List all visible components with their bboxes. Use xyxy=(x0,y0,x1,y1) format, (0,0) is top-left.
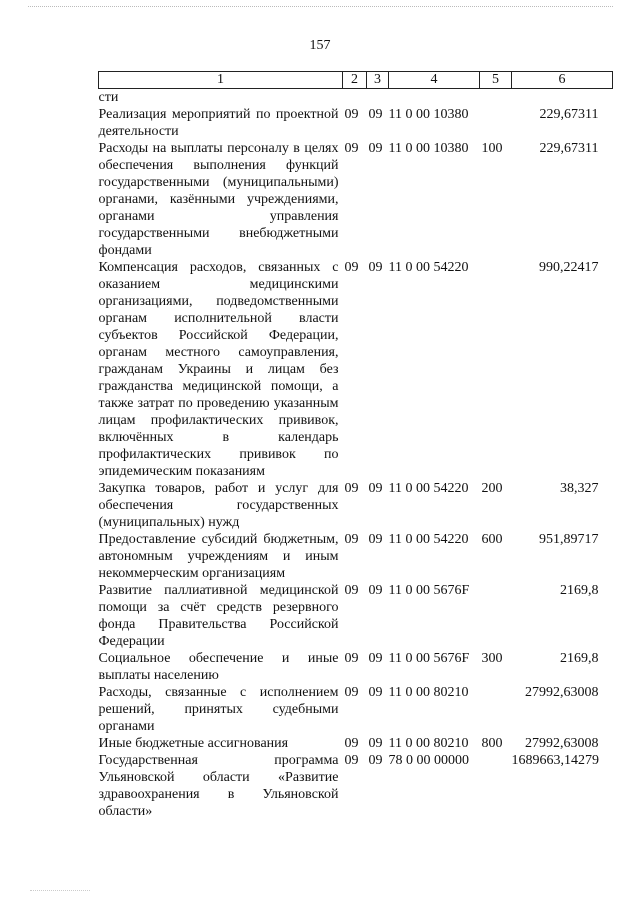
row-target-article: 11 0 00 54220 xyxy=(388,260,469,275)
row-section: 09 xyxy=(344,736,359,751)
row-amount: 27992,63008 xyxy=(525,736,599,751)
row-amount: 2169,8 xyxy=(560,651,599,666)
budget-table xyxy=(98,71,613,820)
row-expense-type xyxy=(480,89,512,107)
table-row xyxy=(99,89,613,107)
row-section xyxy=(343,89,367,107)
row-subsection: 09 xyxy=(368,583,383,598)
row-target-article: 11 0 00 54220 xyxy=(388,532,469,547)
row-name: сти xyxy=(98,90,119,105)
row-section: 09 xyxy=(344,107,359,122)
row-subsection: 09 xyxy=(368,753,383,768)
row-name: Развитие паллиативной медицинской помощи за счёт средств резервного фонда Правительства Российской Федерации xyxy=(98,583,339,649)
row-amount: 38,327 xyxy=(560,481,599,496)
table-row xyxy=(99,735,613,752)
column-header-1: 1 xyxy=(99,72,343,89)
table-row xyxy=(99,106,613,140)
row-name: Государственная программа Ульяновской области «Развитие здравоохранения в Ульяновской области» xyxy=(98,753,339,819)
table-row xyxy=(99,140,613,259)
row-target-article: 11 0 00 5676F xyxy=(388,583,470,598)
row-expense-type: 200 xyxy=(481,481,503,496)
row-amount: 1689663,14279 xyxy=(511,753,599,768)
row-expense-type xyxy=(480,752,512,820)
row-expense-type xyxy=(480,259,512,480)
table-row xyxy=(99,752,613,820)
row-target-article: 11 0 00 5676F xyxy=(388,651,470,666)
row-name: Реализация мероприятий по проектной деятельности xyxy=(98,107,339,139)
row-amount: 2169,8 xyxy=(560,583,599,598)
row-target-article: 11 0 00 80210 xyxy=(388,736,469,751)
table-row xyxy=(99,582,613,650)
column-header-4: 4 xyxy=(389,72,480,89)
row-section: 09 xyxy=(344,141,359,156)
row-amount: 990,22417 xyxy=(539,260,599,275)
row-expense-type xyxy=(480,582,512,650)
row-expense-type: 600 xyxy=(481,532,503,547)
row-section: 09 xyxy=(344,481,359,496)
row-target-article: 11 0 00 54220 xyxy=(388,481,469,496)
column-header-3: 3 xyxy=(367,72,389,89)
row-expense-type: 100 xyxy=(481,141,503,156)
table-header xyxy=(99,72,613,89)
row-name: Предоставление субсидий бюджетным, автономным учреждениям и иным некоммерческим организациям xyxy=(98,532,339,581)
row-target-article: 11 0 00 10380 xyxy=(388,141,469,156)
row-subsection: 09 xyxy=(368,685,383,700)
row-target-article: 11 0 00 10380 xyxy=(388,107,469,122)
row-section: 09 xyxy=(344,651,359,666)
row-amount xyxy=(512,89,613,107)
row-subsection: 09 xyxy=(368,651,383,666)
table-row xyxy=(99,480,613,531)
row-subsection: 09 xyxy=(368,481,383,496)
row-name: Социальное обеспечение и иные выплаты населению xyxy=(98,651,339,683)
column-header-5: 5 xyxy=(480,72,512,89)
row-section: 09 xyxy=(344,583,359,598)
top-edge-dots xyxy=(28,6,613,7)
column-header-2: 2 xyxy=(343,72,367,89)
table-row xyxy=(99,650,613,684)
row-section: 09 xyxy=(344,260,359,275)
row-subsection: 09 xyxy=(368,532,383,547)
row-name: Расходы, связанные с исполнением решений, принятых судебными органами xyxy=(98,685,339,734)
row-amount: 229,67311 xyxy=(539,107,599,122)
table-row xyxy=(99,684,613,735)
bottom-edge-dots xyxy=(30,890,90,891)
row-expense-type xyxy=(480,106,512,140)
row-section: 09 xyxy=(344,685,359,700)
row-expense-type xyxy=(480,684,512,735)
row-target-article: 78 0 00 00000 xyxy=(388,753,469,768)
header-row xyxy=(99,72,613,89)
row-section: 09 xyxy=(344,532,359,547)
row-subsection: 09 xyxy=(368,260,383,275)
row-expense-type: 800 xyxy=(481,736,503,751)
row-target-article: 11 0 00 80210 xyxy=(388,685,469,700)
table-row xyxy=(99,259,613,480)
table-row xyxy=(99,531,613,582)
row-name: Компенсация расходов, связанных с оказанием медицинскими организациями, подведомственными органам исполнительной власти субъектов Российской Федерации, органам местного самоуправления, гражданам Украины и лицам без гражданства медицинской помощи, а также затрат по проведению указанным лицам профилактических прививок, включённых в календарь профилактических прививок по эпидемическим показаниям xyxy=(98,260,339,479)
row-subsection xyxy=(367,89,389,107)
row-subsection: 09 xyxy=(368,736,383,751)
row-amount: 229,67311 xyxy=(539,141,599,156)
column-header-6: 6 xyxy=(512,72,613,89)
row-subsection: 09 xyxy=(368,141,383,156)
row-target-article xyxy=(389,89,480,107)
row-subsection: 09 xyxy=(368,107,383,122)
row-expense-type: 300 xyxy=(481,651,503,666)
row-name: Расходы на выплаты персоналу в целях обеспечения выполнения функций государственными (муниципальными) органами, казёнными учреждениями, органами управления государственными внебюджетными фондами xyxy=(98,141,339,258)
page-number: 157 xyxy=(309,38,331,53)
row-section: 09 xyxy=(344,753,359,768)
row-amount: 951,89717 xyxy=(539,532,599,547)
row-name: Закупка товаров, работ и услуг для обеспечения государственных (муниципальных) нужд xyxy=(98,481,339,530)
row-name: Иные бюджетные ассигнования xyxy=(98,736,289,751)
table-body xyxy=(99,89,613,821)
row-amount: 27992,63008 xyxy=(525,685,599,700)
